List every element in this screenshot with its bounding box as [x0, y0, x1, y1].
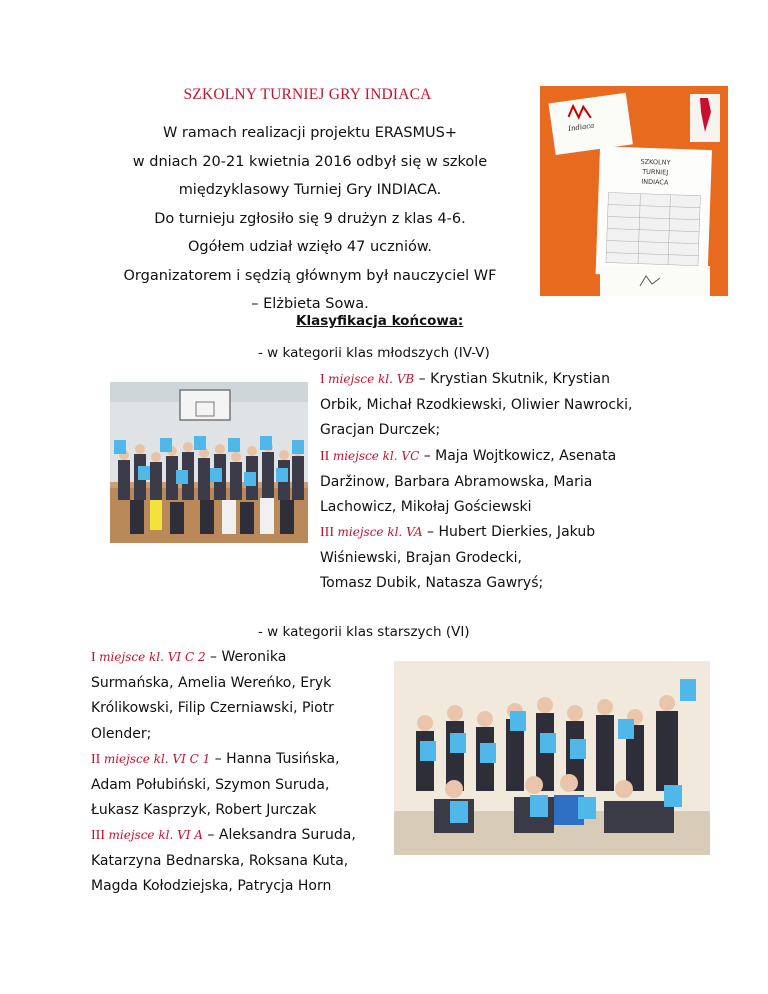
poster-label: Indiaca	[567, 121, 595, 134]
names-line: Daržinow, Barbara Abramowska, Maria	[320, 473, 593, 490]
names-line: Adam Połubiński, Szymon Suruda,	[91, 776, 330, 793]
older-group-photo	[394, 661, 710, 855]
names-line: – Maja Wojtkowicz, Asenata	[419, 448, 617, 464]
names-line: – Krystian Skutnik, Krystian	[414, 371, 610, 387]
place-number: II	[320, 449, 333, 464]
intro-line: międzyklasowy Turniej Gry INDIACA.	[178, 182, 442, 198]
place-class: miejsce kl. VA	[337, 525, 423, 539]
poster-line: INDIACA	[641, 177, 669, 187]
names-line: – Weronika	[205, 649, 287, 665]
poster-line: SZKOLNY	[640, 157, 671, 167]
place-class: miejsce kl. VI C 2	[99, 650, 206, 664]
names-line: Łukasz Kasprzyk, Robert Jurczak	[91, 802, 317, 818]
intro-line: Do turnieju zgłosiło się 9 drużyn z klas 4-6.	[154, 210, 466, 227]
place-class: miejsce kl. VB	[328, 372, 415, 386]
intro-line: W ramach realizacji projektu ERASMUS+	[162, 125, 457, 141]
names-line: – Aleksandra Suruda,	[202, 827, 356, 843]
place-number: I	[91, 650, 100, 665]
names-line: Wiśniewski, Brajan Grodecki,	[320, 549, 522, 566]
tournament-poster-photo	[540, 86, 728, 296]
place-number: I	[320, 372, 329, 387]
older-first-place	[91, 645, 334, 747]
poster-line: TURNIEJ	[642, 167, 669, 177]
names-line: Katarzyna Bednarska, Roksana Kuta,	[91, 852, 349, 869]
names-line: Gracjan Durczek;	[320, 422, 441, 438]
place-class: miejsce kl. VI C 1	[103, 752, 211, 766]
intro-line: Ogółem udział wzięło 47 uczniów.	[188, 239, 432, 255]
younger-second-place	[320, 444, 616, 521]
names-line: Magda Kołodziejska, Patrycja Horn	[91, 878, 332, 894]
older-second-place	[91, 747, 340, 824]
place-class: miejsce kl. VI A	[108, 828, 203, 842]
place-number: III	[320, 525, 338, 540]
names-line: Lachowicz, Mikołaj Gościewski	[320, 499, 532, 515]
intro-line: w dniach 20-21 kwietnia 2016 odbył się w szkole	[132, 153, 488, 170]
category-older: - w kategorii klas starszych (VI)	[258, 624, 470, 640]
results-heading: Klasyfikacja końcowa:	[296, 313, 464, 329]
names-line: – Hanna Tusińska,	[210, 751, 340, 767]
names-line: Surmańska, Amelia Wereńko, Eryk	[91, 674, 332, 691]
category-younger: - w kategorii klas młodszych (IV-V)	[258, 345, 490, 361]
younger-third-place	[320, 520, 595, 597]
names-line: Tomasz Dubik, Natasza Gawryś;	[320, 575, 544, 591]
document-title: SZKOLNY TURNIEJ GRY INDIACA	[183, 86, 432, 103]
intro-line: – Elżbieta Sowa.	[251, 296, 369, 312]
names-line: Olender;	[91, 725, 152, 742]
intro-line: Organizatorem i sędzią głównym był nauczyciel WF	[123, 267, 497, 284]
names-line: Królikowski, Filip Czerniawski, Piotr	[91, 700, 334, 716]
younger-group-photo	[110, 382, 308, 543]
names-line: – Hubert Dierkies, Jakub	[422, 524, 596, 540]
intro-paragraph	[90, 119, 530, 319]
older-third-place	[91, 823, 356, 900]
place-number: II	[91, 752, 104, 767]
names-line: Orbik, Michał Rzodkiewski, Oliwier Nawrocki,	[320, 396, 633, 413]
place-class: miejsce kl. VC	[332, 449, 420, 463]
place-number: III	[91, 828, 109, 843]
younger-first-place	[320, 367, 633, 444]
